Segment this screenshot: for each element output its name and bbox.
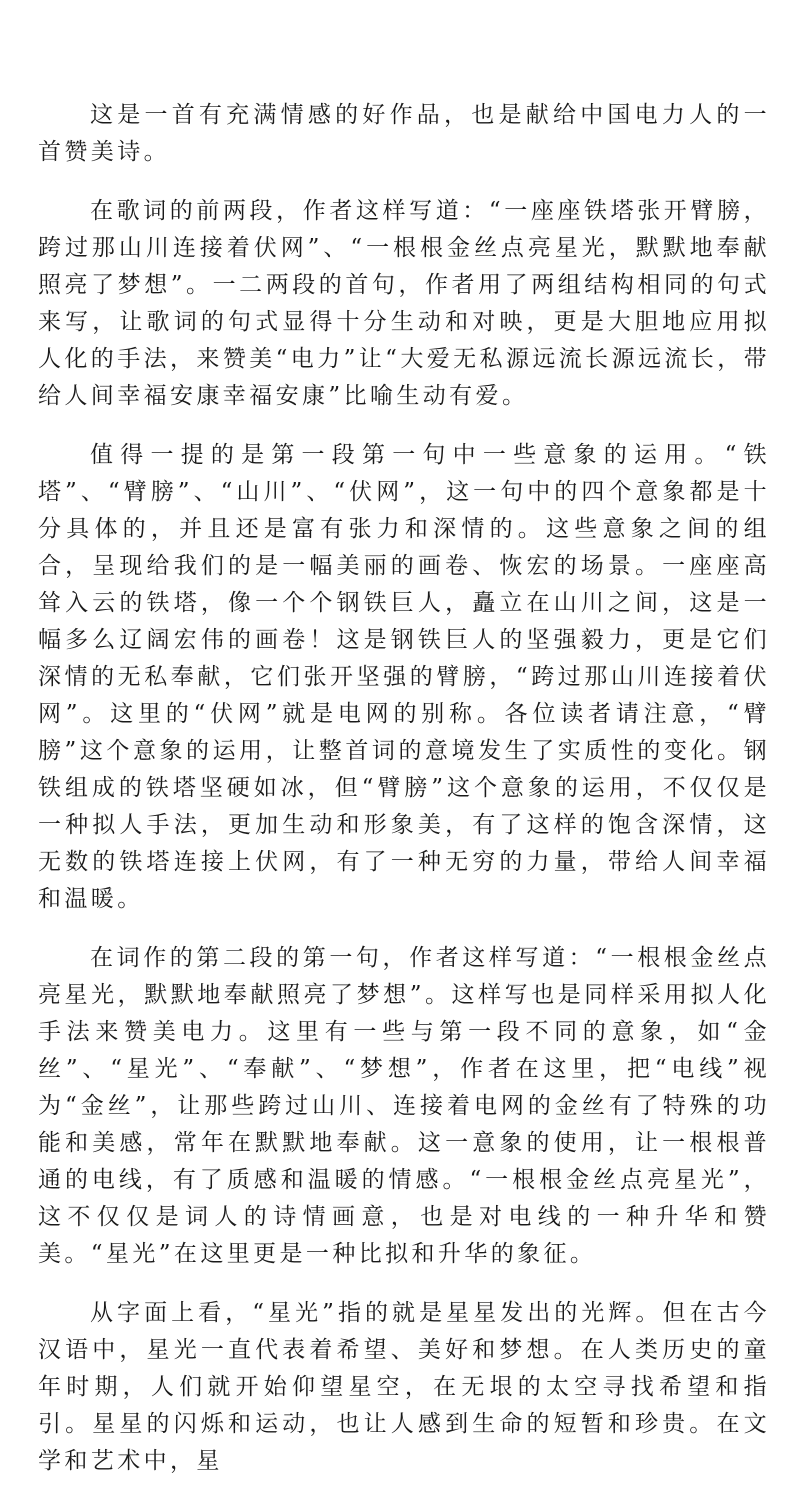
paragraph-5: 从字面上看，“星光”指的就是星星发出的光辉。但在古今汉语中，星光一直代表着希望、美好和梦想。在人类历史的童年时期，人们就开始仰望星空，在无垠的太空寻找希望和指引。星星的闪烁和运动，也让人感到生命的短暂和珍贵。在文学和艺术中，星: [38, 1300, 770, 1474]
paragraph-3: 值得一提的是第一段第一句中一些意象的运用。“铁塔”、“臂膀”、“山川”、“伏网”，这一句中的四个意象都是十分具体的，并且还是富有张力和深情的。这些意象之间的组合，呈现给我们的是一幅美丽的画卷、恢宏的场景。一座座高耸入云的铁塔，像一个个钢铁巨人，矗立在山川之间，这是一幅多么辽阔宏伟的画卷！这是钢铁巨人的坚强毅力，更是它们深情的无私奉献，它们张开坚强的臂膀，“跨过那山川连接着伏网”。这里的“伏网”就是电网的别称。各位读者请注意，“臂膀”这个意象的运用，让整首词的意境发生了实质性的变化。钢铁组成的铁塔坚硬如冰，但“臂膀”这个意象的运用，不仅仅是一种拟人手法，更加生动和形象美，有了这样的饱含深情，这无数的铁塔连接上伏网，有了一种无穷的力量，带给人间幸福和温暖。: [38, 442, 770, 912]
paragraph-2: 在歌词的前两段，作者这样写道：“一座座铁塔张开臂膀，跨过那山川连接着伏网”、“一根根金丝点亮星光，默默地奉献照亮了梦想”。一二两段的首句，作者用了两组结构相同的句式来写，让歌词的句式显得十分生动和对映，更是大胆地应用拟人化的手法，来赞美“电力”让“大爱无私源远流长源远流长，带给人间幸福安康幸福安康”比喻生动有爱。: [38, 198, 770, 409]
paragraph-4: 在词作的第二段的第一句，作者这样写道：“一根根金丝点亮星光，默默地奉献照亮了梦想”。这样写也是同样采用拟人化手法来赞美电力。这里有一些与第一段不同的意象，如“金丝”、“星光”、“奉献”、“梦想”，作者在这里，把“电线”视为“金丝”，让那些跨过山川、连接着电网的金丝有了特殊的功能和美感，常年在默默地奉献。这一意象的使用，让一根根普通的电线，有了质感和温暖的情感。“一根根金丝点亮星光”，这不仅仅是词人的诗情画意，也是对电线的一种升华和赞美。“星光”在这里更是一种比拟和升华的象征。: [38, 945, 770, 1267]
paragraph-1: 这是一首有充满情感的好作品，也是献给中国电力人的一首赞美诗。: [38, 102, 770, 165]
document-page: [38, 97, 770, 1502]
